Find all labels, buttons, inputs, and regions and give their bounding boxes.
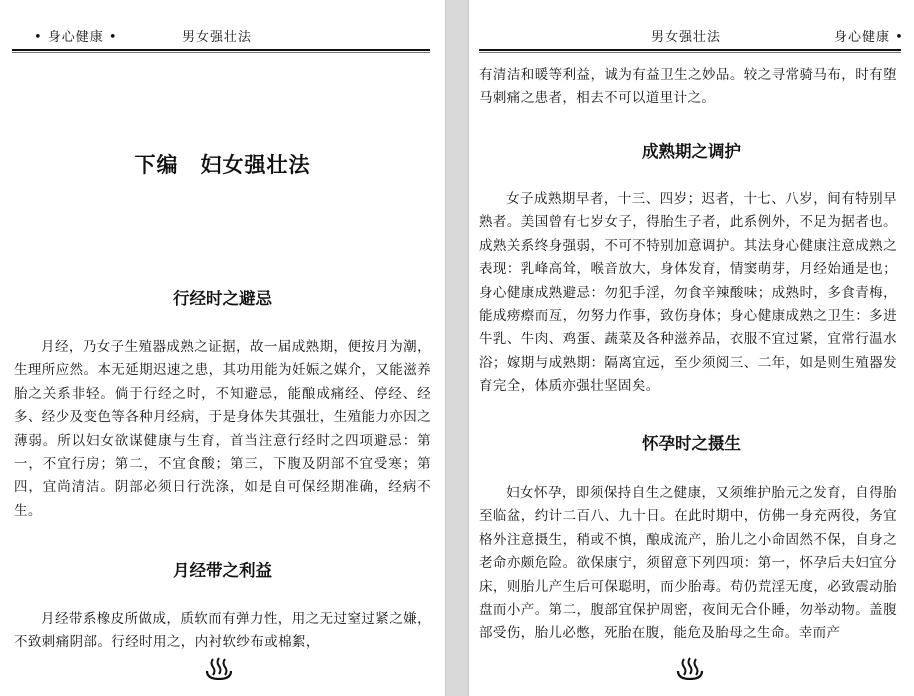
- section-body: [479, 188, 897, 399]
- section-body-text: 月经带系橡皮所做成，质软而有弹力性，用之无过窒过紧之嫌，不致刺痛阴部。行经时用之，内衬软纱布或棉絮，: [14, 611, 431, 651]
- right-page: [469, 0, 914, 696]
- header-title: 男女强壮法: [182, 30, 253, 45]
- book-gutter: [445, 0, 469, 696]
- section-heading: 成熟期之调护: [642, 142, 741, 161]
- hot-spring-icon: [204, 656, 234, 684]
- section-body: [14, 336, 431, 523]
- hot-spring-icon: [675, 656, 705, 684]
- header-rule: [12, 49, 430, 51]
- header-title: 男女强壮法: [651, 30, 722, 45]
- section-heading: 月经带之利益: [173, 561, 272, 580]
- section-body: [479, 482, 897, 646]
- section-body-text: 妇女怀孕，即须保持自生之健康，又须维护胎元之发育，自得胎至临盆，约计二百八、九十日。在此时期中，仿佛一身充两役，务宜格外注意摄生，稍或不慎，酿成流产，胎儿之小命固然不保，自身之老命亦颇危险。欲保康宁，须留意下列四项：第一，怀孕后夫妇宜分床，则胎儿产生后可保聪明，而少胎毒。苟仍荒淫无度，必致震动胎盘而小产。第二，腹部宜保护周密，夜间无合仆睡，勿举动物。盖腹部受伤，胎儿必憋，死胎在腹，能危及胎母之生命。幸而产: [479, 485, 897, 642]
- header-rule: [479, 49, 901, 51]
- section-body: [14, 608, 431, 655]
- section-heading: 怀孕时之摄生: [642, 434, 741, 453]
- part-title: 下编 妇女强壮法: [134, 153, 311, 177]
- section-body-text: 月经，乃女子生殖器成熟之证据，故一届成熟期，便按月为潮，生理所应然。本无延期迟速之患，其功用能为妊娠之媒介，又能滋养胎之关系非轻。倘于行经之时，不知避忌，能酿成痛经、停经、经多、经少及变色等各种月经病，于是身体失其强壮，生殖能力亦因之薄弱。所以妇女欲谋健康与生育，首当注意行经时之四项避忌：第一，不宜行房；第二，不宜食酸；第三，下腹及阴部不宜受寒；第四，宜尚清洁。阴部必须日行洗涤，如是自可保经期准确，经病不生。: [14, 339, 431, 519]
- section-body-text: 女子成熟期早者，十三、四岁；迟者，十七、八岁，间有特别早熟者。美国曾有七岁女子，得胎生子者，此系例外，不足为据者也。成熟关系终身强弱，不可不特别加意调护。其法身心健康注意成熟之表现：乳峰高耸，喉音放大，身体发育，情窦萌芽，月经始通是也；身心健康成熟避忌：勿犯手淫，勿食辛辣酸味；成熟时，多食青梅，能成痨瘵而亙，勿努力作事，致伤身体；身心健康成熟之卫生：多进牛乳、牛肉、鸡蛋、蔬菜及各种滋养品，衣服不宜过紧，宜常行温水浴；嫁期与成熟期：隔离宜远，至少须阅三、二年，如是则生殖器发育完全，体质亦强壮坚固矣。: [479, 191, 897, 395]
- continued-text: 有清洁和暖等利益，诚为有益卫生之妙品。较之寻常骑马布，时有堕马刺痛之患者，相去不可以道里计之。: [479, 67, 897, 107]
- header-mark: 身心健康 •: [834, 30, 904, 45]
- section-heading: 行经时之避忌: [173, 289, 272, 308]
- header-mark: • 身心健康 •: [34, 30, 118, 45]
- left-page: [0, 0, 445, 696]
